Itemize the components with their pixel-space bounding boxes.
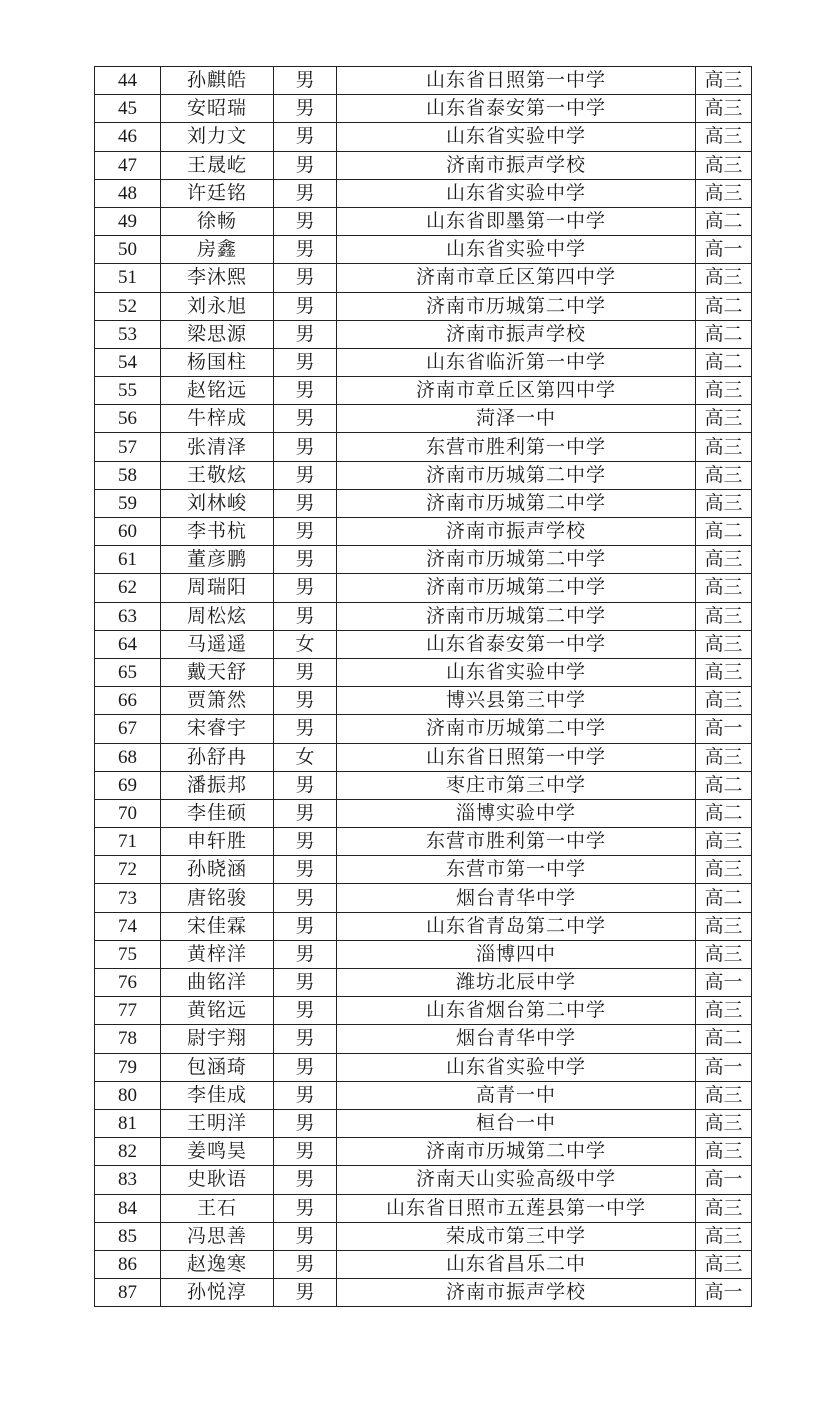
student-name-cell: 周松炫 bbox=[161, 602, 274, 630]
row-number-cell: 57 bbox=[95, 433, 161, 461]
gender-cell: 男 bbox=[274, 123, 337, 151]
row-number-cell: 77 bbox=[95, 997, 161, 1025]
student-name-cell: 姜鸣昊 bbox=[161, 1138, 274, 1166]
student-name-cell: 曲铭洋 bbox=[161, 969, 274, 997]
school-name-cell: 济南市历城第二中学 bbox=[337, 546, 696, 574]
grade-cell: 高三 bbox=[696, 67, 752, 95]
school-name-cell: 桓台一中 bbox=[337, 1109, 696, 1137]
table-row bbox=[95, 771, 752, 799]
table-row bbox=[95, 320, 752, 348]
gender-cell: 男 bbox=[274, 348, 337, 376]
table-row bbox=[95, 1109, 752, 1137]
school-name-cell: 济南市历城第二中学 bbox=[337, 602, 696, 630]
gender-cell: 男 bbox=[274, 405, 337, 433]
gender-cell: 男 bbox=[274, 658, 337, 686]
gender-cell: 男 bbox=[274, 828, 337, 856]
table-row bbox=[95, 377, 752, 405]
row-number-cell: 84 bbox=[95, 1194, 161, 1222]
student-name-cell: 潘振邦 bbox=[161, 771, 274, 799]
school-name-cell: 淄博实验中学 bbox=[337, 799, 696, 827]
table-row bbox=[95, 1250, 752, 1278]
row-number-cell: 87 bbox=[95, 1279, 161, 1307]
grade-cell: 高三 bbox=[696, 940, 752, 968]
student-name-cell: 黄铭远 bbox=[161, 997, 274, 1025]
gender-cell: 男 bbox=[274, 574, 337, 602]
grade-cell: 高三 bbox=[696, 546, 752, 574]
student-name-cell: 马遥遥 bbox=[161, 630, 274, 658]
gender-cell: 男 bbox=[274, 940, 337, 968]
gender-cell: 男 bbox=[274, 912, 337, 940]
gender-cell: 男 bbox=[274, 799, 337, 827]
gender-cell: 男 bbox=[274, 856, 337, 884]
grade-cell: 高三 bbox=[696, 123, 752, 151]
row-number-cell: 61 bbox=[95, 546, 161, 574]
table-row bbox=[95, 67, 752, 95]
table-row bbox=[95, 405, 752, 433]
table-row bbox=[95, 828, 752, 856]
school-name-cell: 高青一中 bbox=[337, 1081, 696, 1109]
grade-cell: 高三 bbox=[696, 1194, 752, 1222]
row-number-cell: 64 bbox=[95, 630, 161, 658]
student-name-cell: 赵逸寒 bbox=[161, 1250, 274, 1278]
school-name-cell: 山东省实验中学 bbox=[337, 236, 696, 264]
gender-cell: 男 bbox=[274, 1279, 337, 1307]
row-number-cell: 63 bbox=[95, 602, 161, 630]
student-name-cell: 张清泽 bbox=[161, 433, 274, 461]
student-name-cell: 冯思善 bbox=[161, 1222, 274, 1250]
table-row bbox=[95, 630, 752, 658]
gender-cell: 男 bbox=[274, 151, 337, 179]
gender-cell: 男 bbox=[274, 1194, 337, 1222]
school-name-cell: 济南市历城第二中学 bbox=[337, 292, 696, 320]
school-name-cell: 东营市第一中学 bbox=[337, 856, 696, 884]
grade-cell: 高一 bbox=[696, 1053, 752, 1081]
student-name-cell: 徐畅 bbox=[161, 207, 274, 235]
school-name-cell: 山东省泰安第一中学 bbox=[337, 630, 696, 658]
table-row bbox=[95, 799, 752, 827]
school-name-cell: 山东省日照市五莲县第一中学 bbox=[337, 1194, 696, 1222]
school-name-cell: 潍坊北辰中学 bbox=[337, 969, 696, 997]
student-name-cell: 孙舒冉 bbox=[161, 743, 274, 771]
row-number-cell: 48 bbox=[95, 179, 161, 207]
school-name-cell: 山东省昌乐二中 bbox=[337, 1250, 696, 1278]
school-name-cell: 山东省烟台第二中学 bbox=[337, 997, 696, 1025]
student-name-cell: 王石 bbox=[161, 1194, 274, 1222]
grade-cell: 高三 bbox=[696, 405, 752, 433]
row-number-cell: 53 bbox=[95, 320, 161, 348]
grade-cell: 高二 bbox=[696, 1025, 752, 1053]
row-number-cell: 56 bbox=[95, 405, 161, 433]
table-row bbox=[95, 1166, 752, 1194]
row-number-cell: 82 bbox=[95, 1138, 161, 1166]
gender-cell: 男 bbox=[274, 1053, 337, 1081]
table-row bbox=[95, 602, 752, 630]
school-name-cell: 山东省实验中学 bbox=[337, 1053, 696, 1081]
grade-cell: 高二 bbox=[696, 884, 752, 912]
student-name-cell: 董彦鹏 bbox=[161, 546, 274, 574]
grade-cell: 高三 bbox=[696, 264, 752, 292]
table-row bbox=[95, 489, 752, 517]
row-number-cell: 68 bbox=[95, 743, 161, 771]
row-number-cell: 67 bbox=[95, 715, 161, 743]
row-number-cell: 58 bbox=[95, 461, 161, 489]
row-number-cell: 46 bbox=[95, 123, 161, 151]
school-name-cell: 山东省实验中学 bbox=[337, 179, 696, 207]
grade-cell: 高二 bbox=[696, 348, 752, 376]
grade-cell: 高三 bbox=[696, 1222, 752, 1250]
grade-cell: 高一 bbox=[696, 1166, 752, 1194]
row-number-cell: 49 bbox=[95, 207, 161, 235]
grade-cell: 高三 bbox=[696, 856, 752, 884]
table-row bbox=[95, 461, 752, 489]
table-row bbox=[95, 715, 752, 743]
school-name-cell: 济南市振声学校 bbox=[337, 1279, 696, 1307]
school-name-cell: 济南市历城第二中学 bbox=[337, 715, 696, 743]
table-row bbox=[95, 151, 752, 179]
grade-cell: 高三 bbox=[696, 1109, 752, 1137]
student-name-cell: 安昭瑞 bbox=[161, 95, 274, 123]
table-row bbox=[95, 433, 752, 461]
row-number-cell: 52 bbox=[95, 292, 161, 320]
student-name-cell: 刘林峻 bbox=[161, 489, 274, 517]
grade-cell: 高三 bbox=[696, 912, 752, 940]
student-roster-table bbox=[94, 66, 752, 1307]
student-name-cell: 包涵琦 bbox=[161, 1053, 274, 1081]
table-row bbox=[95, 1025, 752, 1053]
table-row bbox=[95, 1053, 752, 1081]
row-number-cell: 86 bbox=[95, 1250, 161, 1278]
table-row bbox=[95, 348, 752, 376]
student-name-cell: 李书杭 bbox=[161, 518, 274, 546]
student-name-cell: 贾箫然 bbox=[161, 687, 274, 715]
row-number-cell: 70 bbox=[95, 799, 161, 827]
student-name-cell: 牛梓成 bbox=[161, 405, 274, 433]
school-name-cell: 济南市历城第二中学 bbox=[337, 461, 696, 489]
row-number-cell: 85 bbox=[95, 1222, 161, 1250]
gender-cell: 男 bbox=[274, 377, 337, 405]
gender-cell: 男 bbox=[274, 546, 337, 574]
row-number-cell: 51 bbox=[95, 264, 161, 292]
school-name-cell: 东营市胜利第一中学 bbox=[337, 828, 696, 856]
student-name-cell: 杨国柱 bbox=[161, 348, 274, 376]
grade-cell: 高三 bbox=[696, 1138, 752, 1166]
row-number-cell: 74 bbox=[95, 912, 161, 940]
school-name-cell: 济南市振声学校 bbox=[337, 320, 696, 348]
gender-cell: 男 bbox=[274, 602, 337, 630]
student-name-cell: 李佳硕 bbox=[161, 799, 274, 827]
school-name-cell: 山东省青岛第二中学 bbox=[337, 912, 696, 940]
table-row bbox=[95, 207, 752, 235]
row-number-cell: 50 bbox=[95, 236, 161, 264]
student-name-cell: 申轩胜 bbox=[161, 828, 274, 856]
gender-cell: 男 bbox=[274, 264, 337, 292]
gender-cell: 男 bbox=[274, 518, 337, 546]
row-number-cell: 60 bbox=[95, 518, 161, 546]
gender-cell: 男 bbox=[274, 236, 337, 264]
grade-cell: 高二 bbox=[696, 320, 752, 348]
grade-cell: 高三 bbox=[696, 574, 752, 602]
school-name-cell: 淄博四中 bbox=[337, 940, 696, 968]
gender-cell: 男 bbox=[274, 969, 337, 997]
table-row bbox=[95, 1081, 752, 1109]
table-row bbox=[95, 997, 752, 1025]
row-number-cell: 62 bbox=[95, 574, 161, 602]
row-number-cell: 54 bbox=[95, 348, 161, 376]
school-name-cell: 荣成市第三中学 bbox=[337, 1222, 696, 1250]
grade-cell: 高三 bbox=[696, 489, 752, 517]
table-row bbox=[95, 687, 752, 715]
school-name-cell: 济南市历城第二中学 bbox=[337, 574, 696, 602]
gender-cell: 男 bbox=[274, 292, 337, 320]
student-name-cell: 房鑫 bbox=[161, 236, 274, 264]
grade-cell: 高一 bbox=[696, 969, 752, 997]
grade-cell: 高三 bbox=[696, 630, 752, 658]
row-number-cell: 69 bbox=[95, 771, 161, 799]
gender-cell: 男 bbox=[274, 433, 337, 461]
table-row bbox=[95, 292, 752, 320]
student-name-cell: 李佳成 bbox=[161, 1081, 274, 1109]
row-number-cell: 47 bbox=[95, 151, 161, 179]
school-name-cell: 山东省临沂第一中学 bbox=[337, 348, 696, 376]
row-number-cell: 78 bbox=[95, 1025, 161, 1053]
school-name-cell: 济南市章丘区第四中学 bbox=[337, 264, 696, 292]
table-row bbox=[95, 236, 752, 264]
school-name-cell: 济南市历城第二中学 bbox=[337, 1138, 696, 1166]
gender-cell: 男 bbox=[274, 320, 337, 348]
school-name-cell: 山东省实验中学 bbox=[337, 658, 696, 686]
row-number-cell: 73 bbox=[95, 884, 161, 912]
grade-cell: 高三 bbox=[696, 179, 752, 207]
school-name-cell: 山东省泰安第一中学 bbox=[337, 95, 696, 123]
row-number-cell: 66 bbox=[95, 687, 161, 715]
table-row bbox=[95, 743, 752, 771]
grade-cell: 高三 bbox=[696, 151, 752, 179]
table-row bbox=[95, 546, 752, 574]
grade-cell: 高一 bbox=[696, 715, 752, 743]
school-name-cell: 菏泽一中 bbox=[337, 405, 696, 433]
table-row bbox=[95, 940, 752, 968]
row-number-cell: 71 bbox=[95, 828, 161, 856]
row-number-cell: 72 bbox=[95, 856, 161, 884]
grade-cell: 高二 bbox=[696, 771, 752, 799]
gender-cell: 男 bbox=[274, 1025, 337, 1053]
grade-cell: 高三 bbox=[696, 1081, 752, 1109]
school-name-cell: 博兴县第三中学 bbox=[337, 687, 696, 715]
table-row bbox=[95, 912, 752, 940]
school-name-cell: 济南天山实验高级中学 bbox=[337, 1166, 696, 1194]
school-name-cell: 山东省日照第一中学 bbox=[337, 67, 696, 95]
student-name-cell: 赵铭远 bbox=[161, 377, 274, 405]
gender-cell: 女 bbox=[274, 743, 337, 771]
student-name-cell: 史耿语 bbox=[161, 1166, 274, 1194]
row-number-cell: 59 bbox=[95, 489, 161, 517]
gender-cell: 女 bbox=[274, 630, 337, 658]
student-name-cell: 孙悦淳 bbox=[161, 1279, 274, 1307]
row-number-cell: 44 bbox=[95, 67, 161, 95]
grade-cell: 高三 bbox=[696, 602, 752, 630]
school-name-cell: 济南市振声学校 bbox=[337, 151, 696, 179]
student-name-cell: 戴天舒 bbox=[161, 658, 274, 686]
gender-cell: 男 bbox=[274, 67, 337, 95]
grade-cell: 高一 bbox=[696, 1279, 752, 1307]
school-name-cell: 山东省实验中学 bbox=[337, 123, 696, 151]
table-row bbox=[95, 574, 752, 602]
student-name-cell: 孙晓涵 bbox=[161, 856, 274, 884]
school-name-cell: 东营市胜利第一中学 bbox=[337, 433, 696, 461]
grade-cell: 高二 bbox=[696, 518, 752, 546]
grade-cell: 高二 bbox=[696, 799, 752, 827]
student-name-cell: 王晟屹 bbox=[161, 151, 274, 179]
table-row bbox=[95, 518, 752, 546]
row-number-cell: 83 bbox=[95, 1166, 161, 1194]
table-row bbox=[95, 1194, 752, 1222]
school-name-cell: 山东省即墨第一中学 bbox=[337, 207, 696, 235]
row-number-cell: 76 bbox=[95, 969, 161, 997]
grade-cell: 高三 bbox=[696, 1250, 752, 1278]
school-name-cell: 枣庄市第三中学 bbox=[337, 771, 696, 799]
grade-cell: 高三 bbox=[696, 461, 752, 489]
gender-cell: 男 bbox=[274, 1081, 337, 1109]
row-number-cell: 75 bbox=[95, 940, 161, 968]
table-row bbox=[95, 1138, 752, 1166]
student-name-cell: 李沐熙 bbox=[161, 264, 274, 292]
grade-cell: 高三 bbox=[696, 743, 752, 771]
student-name-cell: 梁思源 bbox=[161, 320, 274, 348]
gender-cell: 男 bbox=[274, 1250, 337, 1278]
grade-cell: 高三 bbox=[696, 687, 752, 715]
student-name-cell: 王敬炫 bbox=[161, 461, 274, 489]
gender-cell: 男 bbox=[274, 715, 337, 743]
table-row bbox=[95, 969, 752, 997]
gender-cell: 男 bbox=[274, 884, 337, 912]
row-number-cell: 79 bbox=[95, 1053, 161, 1081]
student-name-cell: 尉宇翔 bbox=[161, 1025, 274, 1053]
row-number-cell: 80 bbox=[95, 1081, 161, 1109]
gender-cell: 男 bbox=[274, 1166, 337, 1194]
grade-cell: 高三 bbox=[696, 658, 752, 686]
grade-cell: 高二 bbox=[696, 292, 752, 320]
student-name-cell: 宋佳霖 bbox=[161, 912, 274, 940]
roster-body bbox=[95, 67, 752, 1307]
school-name-cell: 烟台青华中学 bbox=[337, 1025, 696, 1053]
school-name-cell: 烟台青华中学 bbox=[337, 884, 696, 912]
school-name-cell: 济南市历城第二中学 bbox=[337, 489, 696, 517]
gender-cell: 男 bbox=[274, 771, 337, 799]
student-name-cell: 刘力文 bbox=[161, 123, 274, 151]
gender-cell: 男 bbox=[274, 461, 337, 489]
grade-cell: 高三 bbox=[696, 377, 752, 405]
table-row bbox=[95, 264, 752, 292]
gender-cell: 男 bbox=[274, 95, 337, 123]
student-name-cell: 宋睿宇 bbox=[161, 715, 274, 743]
table-row bbox=[95, 123, 752, 151]
school-name-cell: 济南市振声学校 bbox=[337, 518, 696, 546]
grade-cell: 高三 bbox=[696, 95, 752, 123]
table-row bbox=[95, 884, 752, 912]
school-name-cell: 济南市章丘区第四中学 bbox=[337, 377, 696, 405]
row-number-cell: 45 bbox=[95, 95, 161, 123]
gender-cell: 男 bbox=[274, 1109, 337, 1137]
row-number-cell: 55 bbox=[95, 377, 161, 405]
student-name-cell: 孙麒皓 bbox=[161, 67, 274, 95]
table-row bbox=[95, 179, 752, 207]
row-number-cell: 81 bbox=[95, 1109, 161, 1137]
grade-cell: 高三 bbox=[696, 997, 752, 1025]
table-row bbox=[95, 856, 752, 884]
student-name-cell: 黄梓洋 bbox=[161, 940, 274, 968]
student-name-cell: 许廷铭 bbox=[161, 179, 274, 207]
gender-cell: 男 bbox=[274, 997, 337, 1025]
gender-cell: 男 bbox=[274, 687, 337, 715]
gender-cell: 男 bbox=[274, 207, 337, 235]
row-number-cell: 65 bbox=[95, 658, 161, 686]
grade-cell: 高三 bbox=[696, 828, 752, 856]
table-row bbox=[95, 1222, 752, 1250]
student-name-cell: 周瑞阳 bbox=[161, 574, 274, 602]
gender-cell: 男 bbox=[274, 179, 337, 207]
gender-cell: 男 bbox=[274, 1222, 337, 1250]
gender-cell: 男 bbox=[274, 1138, 337, 1166]
table-row bbox=[95, 95, 752, 123]
gender-cell: 男 bbox=[274, 489, 337, 517]
school-name-cell: 山东省日照第一中学 bbox=[337, 743, 696, 771]
table-row bbox=[95, 1279, 752, 1307]
grade-cell: 高三 bbox=[696, 433, 752, 461]
student-name-cell: 唐铭骏 bbox=[161, 884, 274, 912]
student-name-cell: 王明洋 bbox=[161, 1109, 274, 1137]
table-row bbox=[95, 658, 752, 686]
student-name-cell: 刘永旭 bbox=[161, 292, 274, 320]
grade-cell: 高一 bbox=[696, 236, 752, 264]
grade-cell: 高二 bbox=[696, 207, 752, 235]
